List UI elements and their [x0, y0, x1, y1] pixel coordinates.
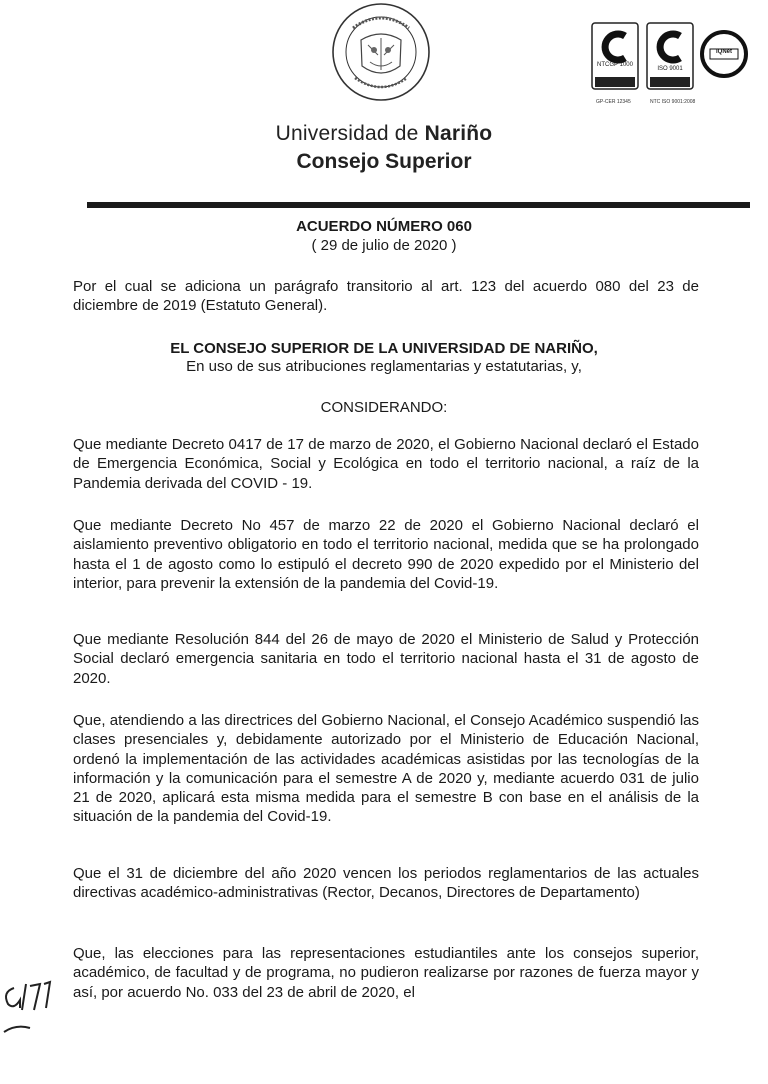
- cert3-caption: IQNet: [715, 49, 732, 55]
- cert2-caption: ISO 9001: [657, 66, 683, 72]
- act-date: ( 29 de julio de 2020 ): [311, 237, 457, 254]
- header-divider: [87, 202, 750, 208]
- icontec-ntcgp-logo-icon: [591, 22, 639, 90]
- council-title: Consejo Superior: [296, 150, 472, 173]
- intro-paragraph: Por el cual se adiciona un parágrafo transitorio al art. 123 del acuerdo 080 del 23 de diciembre de 2019 (Estatuto General).: [73, 278, 699, 315]
- council-heading: EL CONSEJO SUPERIOR DE LA UNIVERSIDAD DE NARIÑO,: [170, 340, 598, 357]
- cert-small-text-1: GP-CER 12345: [596, 99, 631, 105]
- university-seal-icon: [328, 0, 434, 104]
- paragraph-5: Que el 31 de diciembre del año 2020 vencen los periodos reglamentarios de las actuales directivas académico-administrativas (Rector, Decanos, Directores de Departamento): [73, 865, 699, 902]
- paragraph-2: Que mediante Decreto No 457 de marzo 22 de 2020 el Gobierno Nacional declaró el aislamiento preventivo obligatorio en todo el territorio nacional, medida que se ha prolongado hasta el 1 de agosto como lo estipuló el decreto 990 de 2020 expedido por el Ministerio del interior, para prevenir la extensión de la pandemia del Covid-19.: [73, 517, 699, 592]
- university-title: [0, 122, 768, 146]
- council-subheading: En uso de sus atribuciones reglamentarias y estatutarias, y,: [186, 358, 582, 375]
- act-title: ACUERDO NÚMERO 060: [296, 218, 472, 235]
- university-name: Nariño: [424, 122, 493, 145]
- paragraph-1: Que mediante Decreto 0417 de 17 de marzo de 2020, el Gobierno Nacional declaró el Estado de Emergencia Económica, Social y Ecológica en todo el territorio nacional, a raíz de la Pandemia derivada del COVID - 19.: [73, 436, 699, 492]
- cert1-caption: NTCGP 1000: [597, 62, 633, 68]
- cert-small-text-2: NTC ISO 9001:2008: [650, 99, 696, 105]
- handwritten-initials-icon: [0, 970, 60, 1040]
- icontec-iso-logo-icon: [646, 22, 694, 90]
- paragraph-6: Que, las elecciones para las representaciones estudiantiles ante los consejos superior, académico, de facultad y de programa, no pudieron realizarse por razones de fuerza mayor y así, por acuerdo No. 033 del 23 de abril de 2020, el: [73, 945, 699, 1001]
- paragraph-3: Que mediante Resolución 844 del 26 de mayo de 2020 el Ministerio de Salud y Protección Social declaró emergencia sanitaria en todo el territorio nacional hasta el 31 de agosto de 2020.: [73, 631, 699, 687]
- considering-heading: CONSIDERANDO:: [320, 399, 448, 416]
- university-prefix: Universidad de: [275, 122, 419, 145]
- paragraph-4: Que, atendiendo a las directrices del Gobierno Nacional, el Consejo Académico suspendió las clases presenciales y, debidamente autorizado por el Ministerio de Educación Nacional, ordenó la implementación de las actividades académicas asistidas por las tecnologías de la información y la comunicación para el semestre A de 2020 y, mediante acuerdo 031 de julio 21 de 2020, aplicará esta misma medida para el semestre B con base en el análisis de la situación de la pandemia del Covid-19.: [73, 712, 699, 826]
